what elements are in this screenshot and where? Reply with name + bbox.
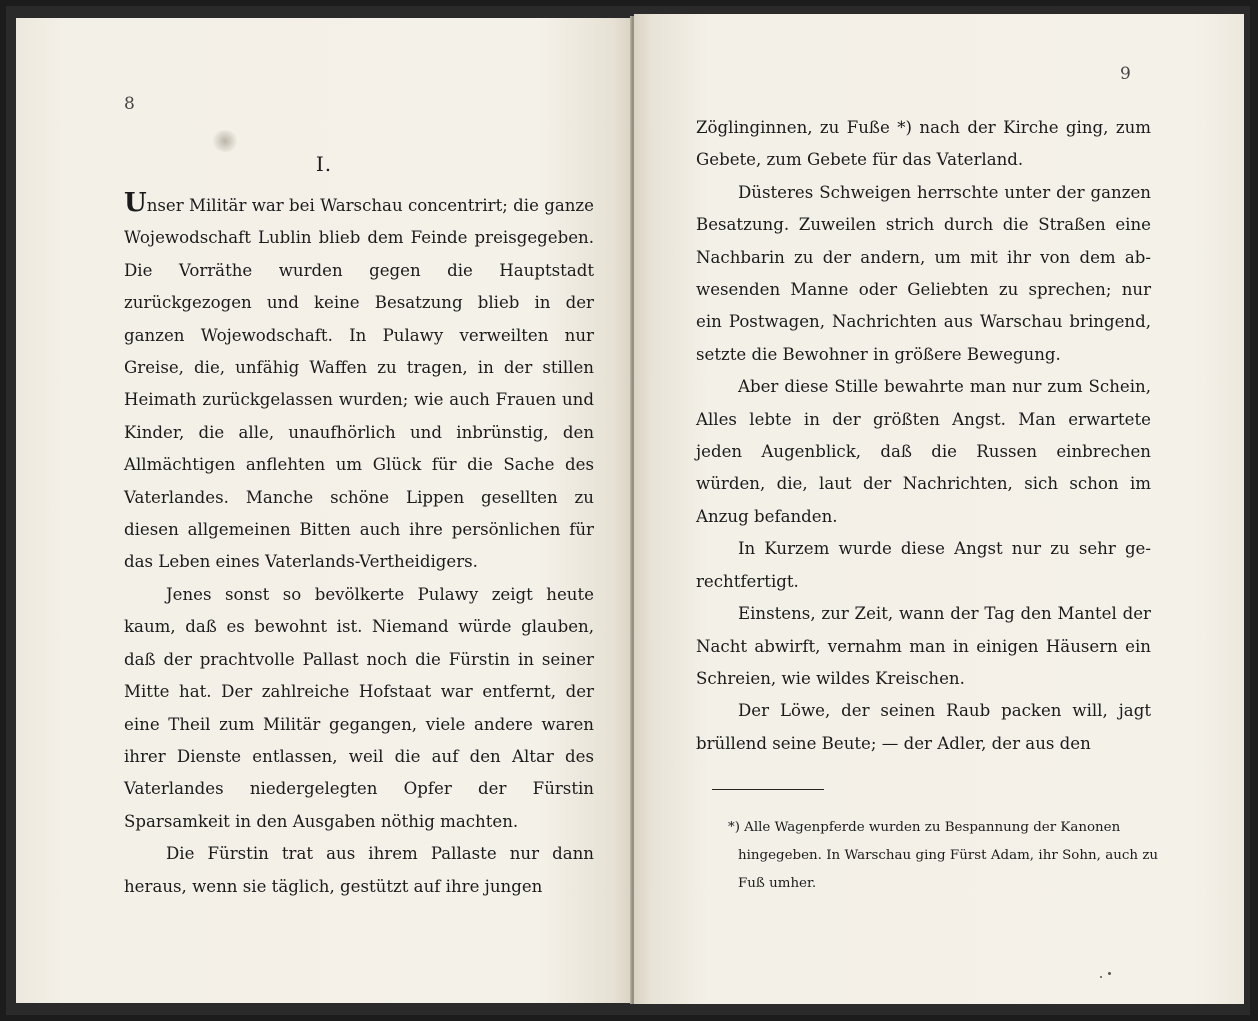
- paper-speck: [1108, 972, 1111, 975]
- body-text: [124, 190, 594, 903]
- page-number: 8: [124, 94, 135, 114]
- ink-smudge: [212, 130, 238, 152]
- footnote: [728, 814, 1158, 898]
- paragraph: [124, 190, 594, 579]
- paragraph: In Kurzem wurde diese Angst nur zu sehr gerechtfertigt.: [696, 539, 1151, 591]
- paragraph: Zöglinginnen, zu Fuße *) nach der Kirche ging, zum Gebete, zum Gebete für das Vaterland.: [696, 118, 1151, 170]
- right-page: [634, 14, 1244, 1004]
- open-book: [6, 6, 1250, 1015]
- page-number: 9: [1120, 64, 1131, 84]
- paragraph: Die Fürstin trat aus ihrem Pallaste nur dann heraus, wenn sie täglich, gestützt auf ihre jungen: [124, 844, 594, 896]
- paper-speck: [1100, 976, 1102, 978]
- footnote-line: *) Alle Wagenpferde wurden zu Bespannung der Kanonen: [728, 820, 1121, 835]
- body-text: [696, 112, 1151, 760]
- paragraph: Der Löwe, der seinen Raub packen will, jagt brüllend seine Beute; — der Adler, der aus den: [696, 701, 1151, 753]
- paragraph: Aber diese Stille bewahrte man nur zum Schein, Alles lebte in der größten Angst. Man erwartete jeden Augenblick, daß die Russen einbrechen würden, die, laut der Nachrichten, sich schon im Anzug befanden.: [696, 377, 1151, 526]
- paragraph: Jenes sonst so bevölkerte Pulawy zeigt heute kaum, daß es bewohnt ist. Niemand würde glauben, daß der prachtvolle Pallast noch die Fürstin in seiner Mitte hat. Der zahlreiche Hofstaat war entfernt, der eine Theil zum Militär gegangen, viele andere waren ihrer Dienste entlassen, weil die auf den Altar des Vaterlandes niedergelegten Opfer der Fürstin Sparsamkeit in den Ausgaben nöthig machten.: [124, 584, 594, 831]
- paragraph-text: nser Militär war bei Warschau concentrirt; die ganze Wojewodschaft Lublin blieb dem Feinde preisgegeben. Die Vorräthe wurden gegen die Hauptstadt zurückgezogen und keine Besatzung blieb in der ganzen Wojewodschaft. In Pulawy verweilten nur Greise, die, unfähig Waffen zu tragen, in der stillen Heimath zurückgelassen wurden; wie auch Frauen und Kinder, die alle, unaufhörlich und inbrünstig, den Allmächtigen anflehten um Glück für die Sache des Vaterlandes. Manche schöne Lippen gesellten zu diesen allgemeinen Bitten auch ihre persönlichen für das Leben eines Vaterlands-Vertheidigers.: [124, 196, 594, 572]
- footnote-rule: [712, 789, 824, 790]
- footnote-line: hingegeben. In Warschau ging Fürst Adam, ihr Sohn, auch zu Fuß umher.: [738, 848, 1158, 891]
- drop-cap: U: [124, 188, 147, 218]
- paragraph: Düsteres Schweigen herrschte unter der ganzen Besatzung. Zuweilen strich durch die Straßen eine Nachbarin zu der andern, um mit ihr von dem abwesenden Manne oder Geliebten zu sprechen; nur ein Postwagen, Nachrichten aus Warschau bringend, setzte die Bewohner in größere Bewegung.: [696, 182, 1151, 364]
- left-page: [16, 18, 632, 1003]
- paragraph: Einstens, zur Zeit, wann der Tag den Mantel der Nacht abwirft, vernahm man in einigen Häusern ein Schreien, wie wildes Kreischen.: [696, 604, 1151, 688]
- chapter-heading: I.: [315, 152, 333, 176]
